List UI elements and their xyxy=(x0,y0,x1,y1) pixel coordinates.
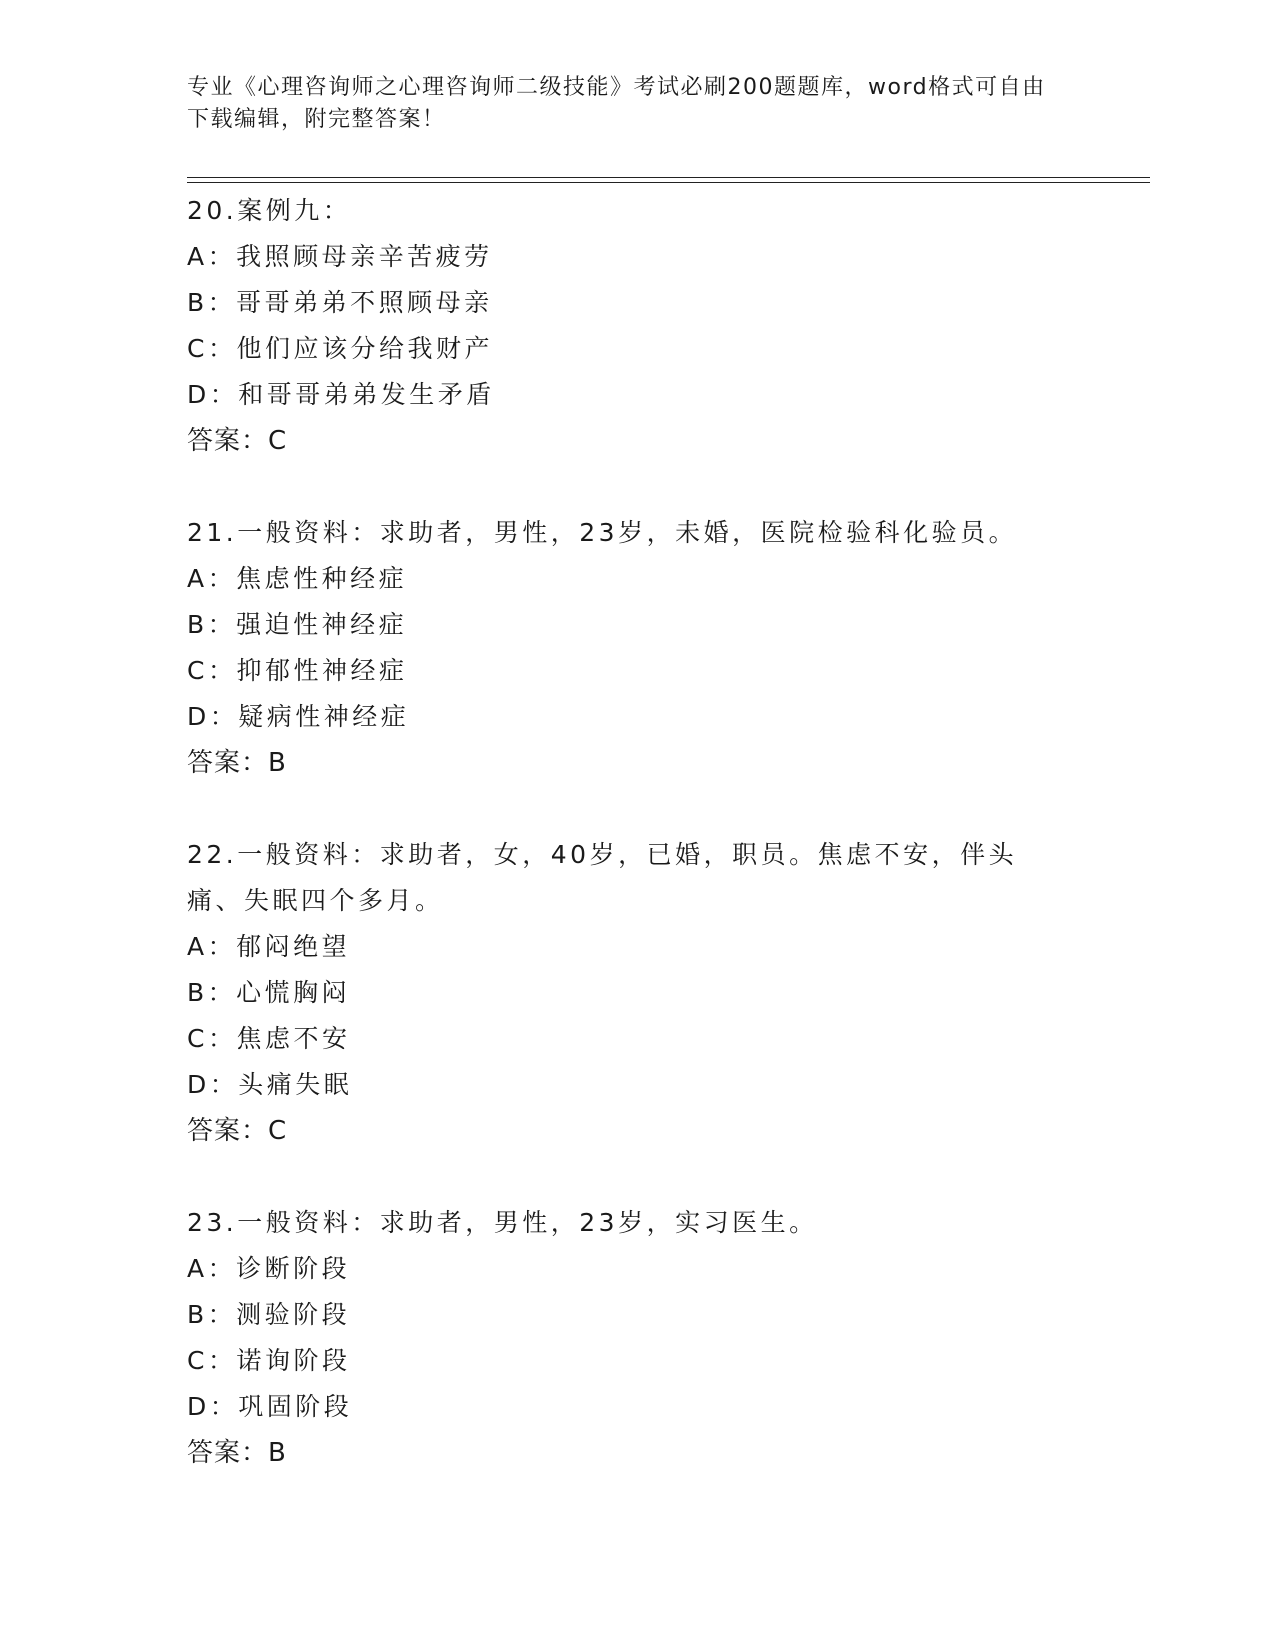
question-stem: 23.一般资料：求助者，男性，23岁，实习医生。 xyxy=(187,1208,818,1237)
option-a: A：我照顾母亲辛苦疲劳 xyxy=(187,242,493,271)
option-c: C：他们应该分给我财产 xyxy=(187,334,493,363)
answer-line xyxy=(187,418,1150,464)
option-b: B：哥哥弟弟不照顾母亲 xyxy=(187,288,493,317)
option-b: B：强迫性神经症 xyxy=(187,610,408,639)
question-23 xyxy=(187,1200,1150,1476)
option-a: A：郁闷绝望 xyxy=(187,932,351,961)
option-d: D：疑病性神经症 xyxy=(187,702,410,731)
header-divider-top xyxy=(187,177,1150,178)
document-header: 专业《心理咨询师之心理咨询师二级技能》考试必刷200题题库，word格式可自由下载编辑，附完整答案！ xyxy=(187,75,1046,132)
option-c: C：焦虑不安 xyxy=(187,1024,351,1053)
question-stem: 22.一般资料：求助者，女，40岁，已婚，职员。焦虑不安，伴头痛、失眠四个多月。 xyxy=(187,840,1018,915)
answer-line xyxy=(187,1108,1150,1154)
option-d: D：和哥哥弟弟发生矛盾 xyxy=(187,380,495,409)
answer-value: C xyxy=(268,426,288,456)
answer-label: 答案： xyxy=(187,426,269,456)
question-21 xyxy=(187,510,1150,786)
answer-line xyxy=(187,1430,1150,1476)
option-c: C：诺询阶段 xyxy=(187,1346,351,1375)
option-b: B：心慌胸闷 xyxy=(187,978,351,1007)
option-d: D：头痛失眠 xyxy=(187,1070,353,1099)
question-20 xyxy=(187,188,1150,464)
question-list xyxy=(187,188,1150,1522)
answer-value: B xyxy=(268,1438,287,1468)
answer-line xyxy=(187,740,1150,786)
answer-value: C xyxy=(268,1116,288,1146)
answer-value: B xyxy=(268,748,287,778)
option-c: C：抑郁性神经症 xyxy=(187,656,408,685)
answer-label: 答案： xyxy=(187,1116,269,1146)
option-b: B：测验阶段 xyxy=(187,1300,351,1329)
question-stem: 20.案例九： xyxy=(187,196,352,225)
header-divider-bottom xyxy=(187,182,1150,183)
answer-label: 答案： xyxy=(187,748,269,778)
option-a: A：诊断阶段 xyxy=(187,1254,351,1283)
option-d: D：巩固阶段 xyxy=(187,1392,353,1421)
answer-label: 答案： xyxy=(187,1438,269,1468)
option-a: A：焦虑性种经症 xyxy=(187,564,408,593)
question-22 xyxy=(187,832,1150,1154)
question-stem: 21.一般资料：求助者，男性，23岁，未婚，医院检验科化验员。 xyxy=(187,518,1018,547)
